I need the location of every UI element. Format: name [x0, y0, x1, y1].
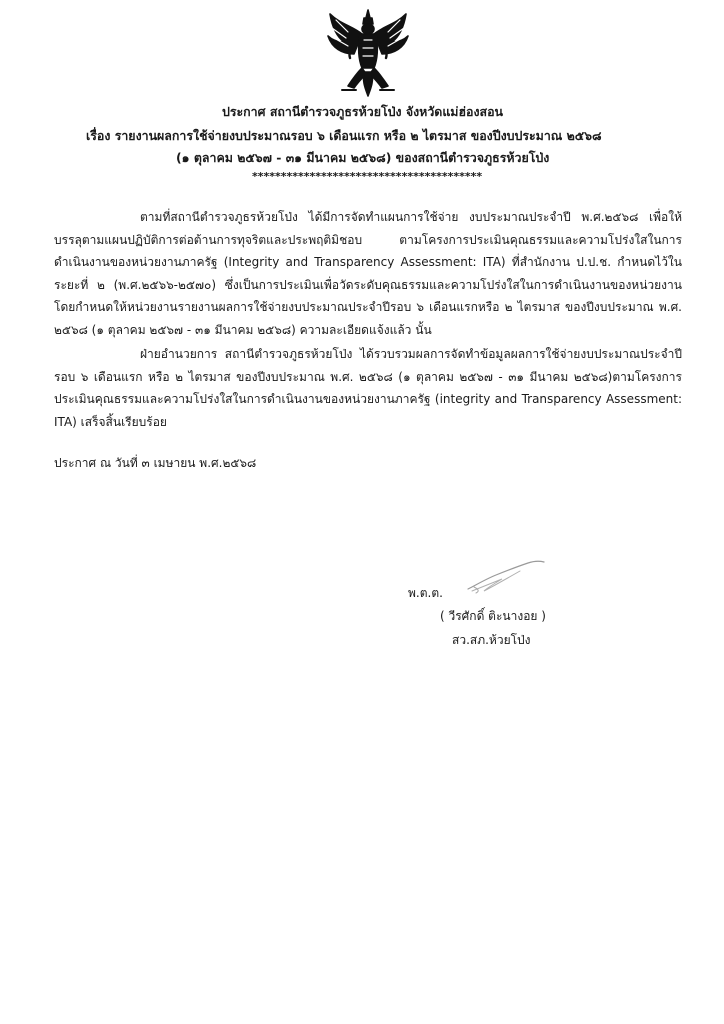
signer-rank: พ.ต.ต. — [408, 586, 443, 600]
body-paragraph-2 — [54, 343, 682, 433]
signer-position: สว.สภ.ห้วยโป่ง — [452, 633, 531, 647]
announcement-title: ประกาศ สถานีตำรวจภูธรห้วยโป่ง จังหวัดแม่ฮ่องสอน — [222, 104, 504, 119]
handwritten-signature — [462, 557, 552, 597]
body-paragraph-1 — [54, 206, 682, 342]
garuda-emblem-icon — [322, 6, 414, 98]
announcement-period: (๑ ตุลาคม ๒๕๖๗ - ๓๑ มีนาคม ๒๕๖๘) ของสถานีตำรวจภูธรห้วยโป่ง — [176, 150, 550, 165]
announcement-subject: เรื่อง รายงานผลการใช้จ่ายงบประมาณรอบ ๖ เดือนแรก หรือ ๒ ไตรมาส ของปีงบประมาณ ๒๕๖๘ — [86, 128, 602, 143]
signer-name: ( วีรศักดิ์ ติะนางอย ) — [440, 609, 546, 623]
announcement-date: ประกาศ ณ วันที่ ๓ เมษายน พ.ศ.๒๕๖๘ — [54, 456, 257, 470]
paragraph-1-text: ตามที่สถานีตำรวจภูธรห้วยโป่ง ได้มีการจัดทำแผนการใช้จ่าย งบประมาณประจำปี พ.ศ.๒๕๖๘ เพื่อให้บรรลุตามแผนปฏิบัติการต่อต้านการทุจริตและประพฤติมิชอบ ตามโครงการประเมินคุณธรรมและความโปร่งใสในการดำเนินงานของหน่วยงานภาครัฐ (Integrity and Transparency Assessment: ITA) ที่สำนักงาน ป.ป.ช. กำหนดไว้ใน ระยะที่ ๒ (พ.ศ.๒๕๖๖-๒๕๗๐) ซึ่งเป็นการประเมินเพื่อวัดระดับคุณธรรมและความโปร่งใสในการดำเนินงานของหน่วยงาน โดยกำหนดให้หน่วยงานรายงานผลการใช้จ่ายงบประมาณประจำปีรอบ ๖ เดือนแรกหรือ ๒ ไตรมาส ของปีงบประมาณ พ.ศ. ๒๕๖๘ (๑ ตุลาคม ๒๕๖๗ - ๓๑ มีนาคม ๒๕๖๘) ความละเอียดแจ้งแล้ว นั้น — [54, 210, 682, 337]
separator-stars: **************************************** — [252, 170, 483, 183]
paragraph-2-text: ฝ่ายอำนวยการ สถานีตำรวจภูธรห้วยโป่ง ได้รวบรวมผลการจัดทำข้อมูลผลการใช้จ่ายงบประมาณประจำปีรอบ ๖ เดือนแรก หรือ ๒ ไตรมาส ของปีงบประมาณ พ.ศ. ๒๕๖๘ (๑ ตุลาคม ๒๕๖๗ - ๓๑ มีนาคม ๒๕๖๘)ตามโครงการประเมินคุณธรรมและความโปร่งใสในการดำเนินงานของหน่วยงานภาครัฐ (integrity and Transparency Assessment: ITA) เสร็จสิ้นเรียบร้อย — [54, 347, 682, 429]
